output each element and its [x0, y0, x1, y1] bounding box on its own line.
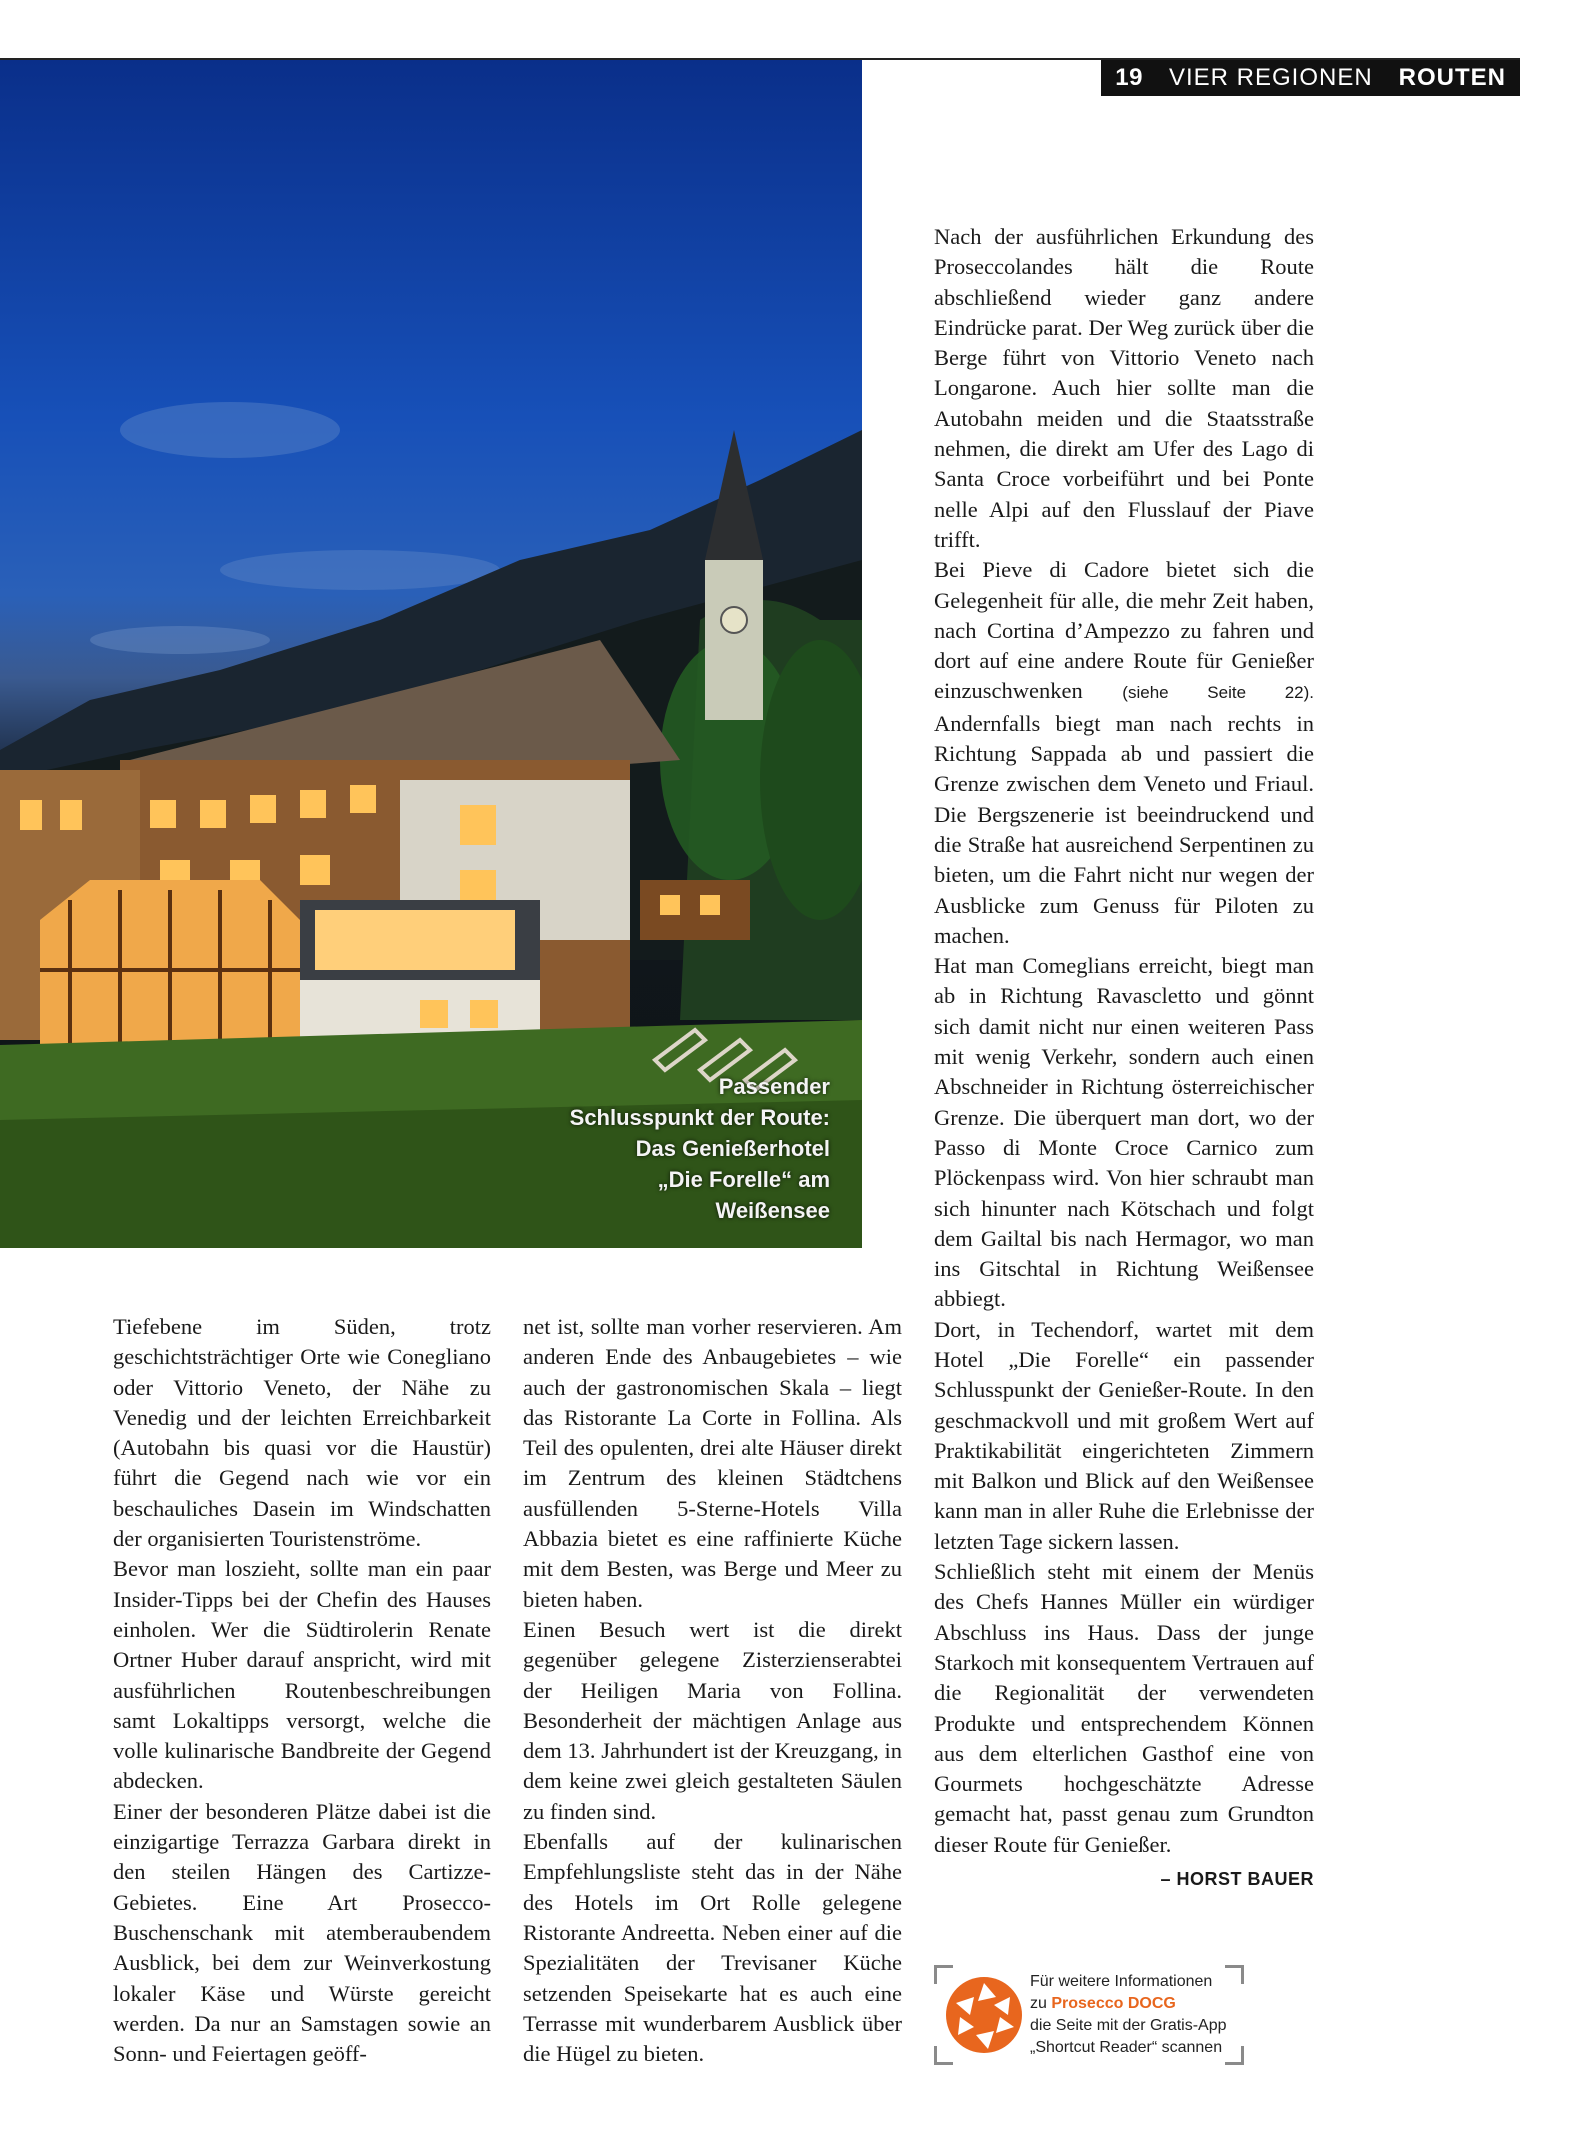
paragraph: Nach der ausführlichen Erkundung des Proseccolandes hält die Route abschließend wieder ganz andere Eindrücke parat. Der Weg zurück über die Berge führt von Vittorio Veneto nach Longarone. Auch hier sollte man die Autobahn meiden und die Staatsstraße nehmen, die direkt am Ufer des Lago di Santa Croce vorbeiführt und bei Ponte nelle Alpi auf den Flusslauf der Piave trifft. [934, 224, 1314, 552]
info-line: „Shortcut Reader“ scannen [1030, 2039, 1223, 2056]
caption-line: Passender [718, 1074, 830, 1099]
paragraph-text: Andernfalls biegt man nach rechts in Richtung Sappada ab und passiert die Grenze zwischen dem Veneto und Friaul. Die Bergszenerie ist beeindruckend und die Straße hat ausreichend Serpentinen zu bieten, um die Fahrt nicht nur wegen der Ausblicke zum Genuss für Piloten zu machen. [934, 710, 1314, 948]
paragraph-text: Bei Pieve di Cadore bietet sich die Gelegenheit für alle, die mehr Zeit haben, nach Cortina d’Ampezzo zu fahren und dort auf eine andere Route für Genießer einzuschwenken [934, 557, 1314, 704]
paragraph: net ist, sollte man vorher reservieren. Am anderen Ende des Anbaugebietes – wie auch der gastronomischen Skala – liegt das Ristorante La Corte in Follina. Als Teil des opulenten, drei alte Häuser direkt im Zentrum des kleinen Städtchens ausfüllenden 5-Sterne-Hotels Villa Abbazia bietet es eine raffinierte Küche mit dem Besten, was Berge und Meer zu bieten haben. [523, 1314, 902, 1612]
paragraph: Ebenfalls auf der kulinarischen Empfehlungsliste steht das in der Nähe des Hotels im Ort Rolle gelegene Ristorante Andreetta. Neben einer auf die Spezialitäten der Trevisaner Küche setzenden Speisekarte hat es auch eine Terrasse mit wunderbarem Ausblick über die Hügel zu bieten. [523, 1829, 902, 2067]
app-info-text [1030, 1971, 1240, 2059]
caption-line: Das Genießerhotel [635, 1136, 830, 1161]
article-column-3 [934, 222, 1314, 1894]
paragraph: Bevor man loszieht, sollte man ein paar Insider-Tipps bei der Chefin des Hauses einholen. Wer die Südtirolerin Renate Ortner Huber darauf anspricht, wird mit ausführlichen Routenbeschreibungen samt Lokaltipps versorgt, welche die volle kulinarische Bandbreite der Gegend abdecken. [113, 1556, 491, 1794]
paragraph: Tiefebene im Süden, trotz geschichtsträchtiger Orte wie Conegliano oder Vittorio Veneto, der Nähe zu Venedig und der leichten Erreichbarkeit (Autobahn bis quasi vor die Haustür) führt die Gegend nach wie vor ein beschauliches Dasein im Windschatten der organisierten Touristenströme. [113, 1314, 491, 1552]
paragraph: Einer der besonderen Plätze dabei ist die einzigartige Terrazza Garbara direkt in den steilen Hängen des Cartizze-Gebietes. Eine Art Prosecco-Buschenschank mit atemberaubendem Ausblick, bei dem zur Weinverkostung lokaler Käse und Würste gereicht werden. Da nur an Samstagen sowie an Sonn- und Feiertagen geöff- [113, 1798, 491, 2067]
paragraph: Schließlich steht mit einem der Menüs des Chefs Hannes Müller ein würdiger Abschluss ins Haus. Dass der junge Starkoch mit konsequentem Vertrauen auf die Regionalität der verwendeten Produkte und entsprechendem Können aus dem elterlichen Gasthof eine von Gourmets hochgeschätzte Adresse gemacht hat, passt genau zum Grundton dieser Route für Genießer. [934, 1559, 1314, 1857]
caption-line: Schlusspunkt der Route: [569, 1105, 830, 1130]
paragraph: Hat man Comeglians erreicht, biegt man ab in Richtung Ravascletto und gönnt sich damit nicht nur einen weiteren Pass mit wenig Verkehr, sondern auch einen Abschneider in Richtung österreichischer Grenze. Die überquert man dort, wo der Passo di Monte Croce Carnico zum Plöckenpass wird. Von hier schraubt man sich hinunter nach Kötschach und folgt dem Gailtal bis nach Hermagor, wo man ins Gitschtal in Richtung Weißensee abbiegt. [934, 953, 1314, 1312]
info-line [1030, 1993, 1240, 2015]
article-column-2 [523, 1312, 902, 2069]
article-column-1 [113, 1312, 491, 2069]
page-number: 19 [1115, 64, 1143, 91]
info-prefix: zu [1030, 1995, 1047, 2012]
photo-caption [530, 1071, 830, 1226]
caption-line: Weißensee [715, 1198, 830, 1223]
hotel-illustration [0, 60, 862, 1248]
page-header [1101, 60, 1520, 96]
info-line: die Seite mit der Gratis-App [1030, 2017, 1227, 2034]
app-info-box[interactable] [934, 1965, 1244, 2065]
paragraph [934, 555, 1314, 951]
paragraph: Einen Besuch wert ist die direkt gegenüber gelegene Zisterzienserabtei der Heiligen Maria von Follina. Besonderheit der mächtigen Anlage aus dem 13. Jahrhundert ist der Kreuzgang, in dem keine zwei gleich gestalteten Säulen zu finden sind. [523, 1616, 902, 1824]
section-title: VIER REGIONEN [1168, 64, 1373, 91]
info-line: Für weitere Informationen [1030, 1973, 1213, 1990]
shortcut-reader-aperture-icon [944, 1975, 1024, 2055]
hotel-photo [0, 60, 862, 1248]
caption-line: „Die Forelle“ am [657, 1167, 830, 1192]
author-byline: – HORST BAUER [1160, 1869, 1314, 1890]
page-reference: (siehe Seite 22). [1122, 683, 1315, 703]
section-keyword: ROUTEN [1398, 64, 1506, 91]
paragraph: Dort, in Techendorf, wartet mit dem Hotel „Die Forelle“ ein passender Schlusspunkt der Genießer-Route. In den geschmackvoll und mit großem Wert auf Praktikabilität eingerichteten Zimmern mit Balkon und Blick auf den Weißensee kann man in aller Ruhe die Erlebnisse der letzten Tage sickern lassen. [934, 1316, 1314, 1554]
info-highlight: Prosecco DOCG [1051, 1995, 1176, 2012]
